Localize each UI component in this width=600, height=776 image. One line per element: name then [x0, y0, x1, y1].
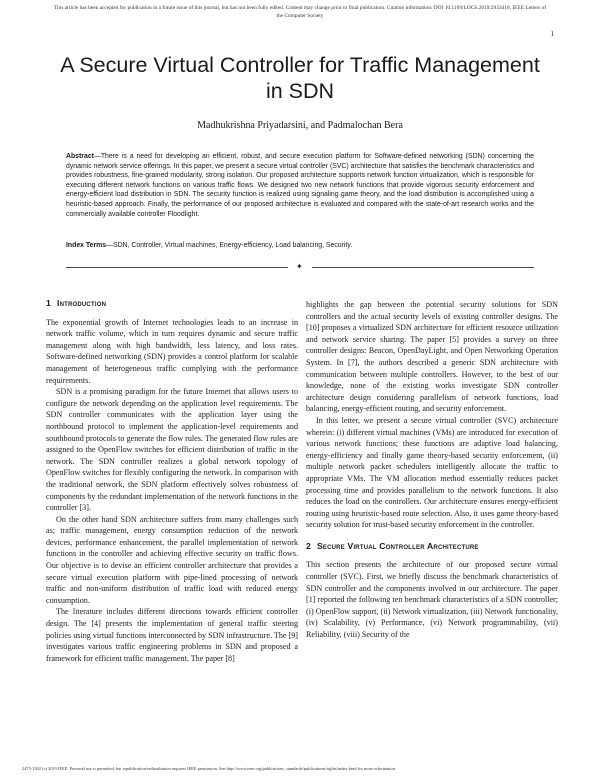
section-2-title: Secure Virtual Controller Architecture: [316, 540, 479, 551]
page-number: 1: [550, 30, 554, 38]
section-1-heading: [46, 298, 298, 310]
section-2-paragraph-1: This section presents the architecture of our proposed secure virtual controller (SVC). First, we briefly discuss the benchmark characteristics of SDN controller and the components involved in our architecture. The paper [1] reported the following ten benchmark characteristics of a SDN controller; (i) OpenFlow support, (ii) Network virtualization, (iii) Network functionality, (iv) Scalability, (v) Performance, (vi) Network programmability, (vii) Reliability, (viii) Security of the: [306, 560, 558, 640]
intro-paragraph-2: SDN is a promising paradigm for the future Internet that allows users to configure the network depending on the application level requirements. The SDN controller communicates with the application layer using the northbound protocol to implement the application-level requirements and southbound protocols to generate the flow rules. The generated flow rules are assigned to the OpenFlow switches for efficient distribution of traffic in the network. The SDN controller realizes a global network topology of OpenFlow switches for flexibly configuring the network. In comparison with the traditional network, the SDN platform effectively solves robustness of components by the redundant implementation of the network functions in the controller [3].: [46, 387, 298, 513]
index-terms-label: Index Terms: [66, 242, 107, 249]
abstract-text: —There is a need for developing an efficient, robust, and secure execution platform for Software-defined networking (SDN) concerning the dynamic network service offerings. In this paper, we present a secure virtual controller (SVC) architecture that satisfies the benchmark characteristics and provides robustness, fine-grained modularity, strong isolation. Our proposed architecture supports network function virtualization, which is responsible for executing different network functions on various traffic flows. We designed two new network functions that provide vigorous security enforcement and energy-efficient load distribution in SDN. The security function is realized using signaling game theory, and the load distribution is accomplished using a heuristic-based approach. Finally, the performance of our proposed architecture is evaluated and compared with the state-of-art research works and the commercially available controller Floodlight.: [66, 153, 534, 218]
abstract: [66, 152, 534, 219]
section-2-heading: [306, 541, 558, 553]
intro-paragraph-4: The literature includes different directions towards efficient controller design. The [4] presents the implementation of general traffic steering policies using virtual functions interconnected by SDN infrastructure. The [9] investigates various traffic engineering problems in SDN and proposed a framework for efficient traffic management. The paper [8]: [46, 607, 298, 663]
abstract-label: Abstract: [66, 153, 94, 160]
divider-line-right: [312, 267, 534, 268]
section-1-number: 1: [46, 298, 51, 308]
copyright-footer: 2475-1502 (c) 2019 IEEE. Personal use is permitted, but republication/redistribution requires IEEE permission. See http://www.ieee.org/publications_standards/publications/rights/index.html for more information.: [22, 766, 396, 771]
intro-paragraph-5: highlights the gap between the potential security solutions for SDN controllers and the actual security levels of existing controller designs. The [10] proposes a virtualized SDN architecture for efficient resource utilization and network service sharing. The paper [5] provides a survey on three controller designs: Beacon, OpenDayLight, and Open Networking Operation System. In [7], the authors described a generic SDN architecture with communication between multiple controllers. However, to the best of our knowledge, none of the existing works investigate SDN controller architecture design considering parallelism of network functions, load balancing, energy-efficient routing, and security enforcement.: [306, 300, 558, 414]
section-1-title: Introduction: [56, 298, 107, 308]
index-terms: [66, 241, 534, 251]
paper-authors: Madhukrishna Priyadarsini, and Padmalochan Bera: [197, 120, 403, 131]
paper-title: A Secure Virtual Controller for Traffic Management in SDN: [60, 53, 540, 103]
intro-paragraph-6: In this letter, we present a secure virtual controller (SVC) architecture wherein: (i) different virtual machines (VMs) are introduced for execution of various network functions; these functions are adaptive load balancing, energy-efficiency and finally game theory-based security enforcement, (ii) multiple network packet schedulers intelligently allocate the traffic to appropriate VMs. The VM allocation method essentially reduces packet processing time and provides parallelism to the network functions. It also reduces the load on the controllers. Our architecture ensures energy-efficient routing using heuristic-based route selection. Also, it uses game theory-based security solution for trust-based security enforcement in the controller.: [306, 415, 558, 530]
left-column: [46, 298, 298, 664]
divider-diamond-icon: ✦: [296, 262, 303, 271]
publication-notice: [22, 4, 578, 20]
section-divider: [66, 262, 534, 272]
index-terms-text: —SDN, Controller, Virtual machines, Energy-efficiency, Load balancing, Security.: [106, 242, 353, 249]
notice-line-2: the Computer Society: [276, 13, 324, 19]
right-column: [306, 299, 558, 641]
section-2-number: 2: [306, 540, 311, 551]
divider-line-left: [66, 267, 288, 268]
notice-line-1: This article has been accepted for publication in a future issue of this journal, but has not been fully edited. Content may change prior to final publication. Citation information: DOI 10.1109/LOCS.2019.2933418, IEEE Letters of: [53, 5, 547, 11]
intro-paragraph-3: On the other hand SDN architecture suffers from many challenges such as; traffic management, energy consumption reduction of the network devices, performance enhancement, the parallel implementation of network functions in the controller and achieving effective security on traffic flows. Our objective is to devise an efficient controller architecture that provides a secure virtual execution platform with pipe-lined processing of network traffic and non-uniform distribution of traffic load with reduced energy consumption.: [46, 514, 298, 605]
intro-paragraph-1: The exponential growth of Internet technologies leads to an increase in network traffic volume, which in turn requires dynamic and secure traffic management along with high bandwidth, less latency, and loss rates. Software-defined networking (SDN) provides a control platform for scalable management of heterogeneous traffic complying with the performance requirements.: [46, 317, 298, 385]
